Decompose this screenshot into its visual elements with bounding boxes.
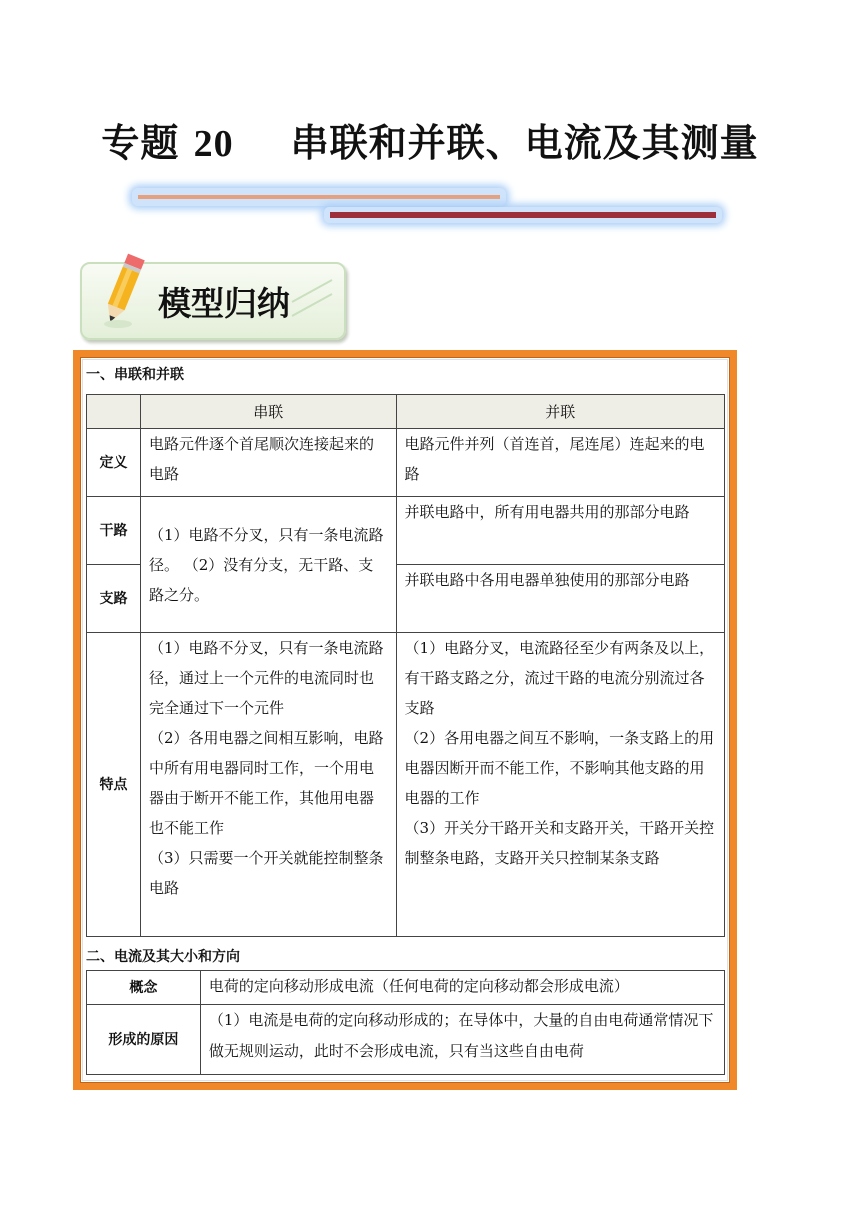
current-table [86,970,725,1075]
table-row [87,497,725,565]
trunk-branch-series: （1）电路不分叉，只有一条电流路径。 （2）没有分支，无干路、支路之分。 [140,497,396,633]
row-label-definition: 定义 [87,429,141,497]
decorative-bar-top [132,188,506,206]
feature-series-1: （1）电路不分叉，只有一条电流路径，通过上一个元件的电流同时也完全通过下一个元件 [148,639,384,717]
title-prefix: 专题 [101,120,180,165]
header-series: 串联 [140,395,396,429]
section-heading-2: 二、电流及其大小和方向 [86,949,240,965]
trunk-parallel: 并联电路中，所有用电器共用的那部分电路 [396,497,724,565]
feature-parallel-2: （2）各用电器之间互不影响，一条支路上的用电器因断开而不能工作，不影响其他支路的用电器的工作 [404,729,715,807]
ruled-lines-icon [286,272,336,324]
cause-text: （1）电流是电荷的定向移动形成的；在导体中，大量的自由电荷通常情况下做无规则运动，此时不会形成电流，只有当这些自由电荷 [200,1005,724,1075]
feature-parallel-1: （1）电路分叉，电流路径至少有两条及以上，有干路支路之分，流过干路的电流分别流过各支路 [404,639,715,717]
page-title [0,112,860,167]
feature-series-2: （2）各用电器之间相互影响，电路中所有用电器同时工作，一个用电器由于断开不能工作，其他用电器也不能工作 [148,729,384,837]
header-empty [87,395,141,429]
table-row [87,429,725,497]
section-heading-1: 一、串联和并联 [86,367,184,383]
table-row [87,1005,725,1075]
row-label-features: 特点 [87,633,141,937]
row-label-trunk: 干路 [87,497,141,565]
row-label-concept: 概念 [87,971,201,1005]
features-series [140,633,396,937]
decorative-bar-bottom [324,207,722,223]
definition-parallel: 电路元件并列（首连首，尾连尾）连起来的电路 [396,429,724,497]
title-text: 串联和并联、电流及其测量 [290,120,759,165]
header-parallel: 并联 [396,395,724,429]
table-row [87,971,725,1005]
branch-parallel: 并联电路中各用电器单独使用的那部分电路 [396,565,724,633]
feature-series-3: （3）只需要一个开关就能控制整条电路 [148,849,384,897]
feature-parallel-3: （3）开关分干路开关和支路开关，干路开关控制整条电路，支路开关只控制某条支路 [404,819,715,867]
title-number: 20 [193,123,234,165]
pencil-icon [92,250,152,330]
features-parallel [396,633,724,937]
badge-label: 模型归纳 [158,284,290,323]
definition-series: 电路元件逐个首尾顺次连接起来的电路 [140,429,396,497]
series-parallel-table [86,394,725,937]
concept-text: 电荷的定向移动形成电流（任何电荷的定向移动都会形成电流） [200,971,724,1005]
table-row [87,633,725,937]
row-label-cause: 形成的原因 [87,1005,201,1075]
row-label-branch: 支路 [87,565,141,633]
